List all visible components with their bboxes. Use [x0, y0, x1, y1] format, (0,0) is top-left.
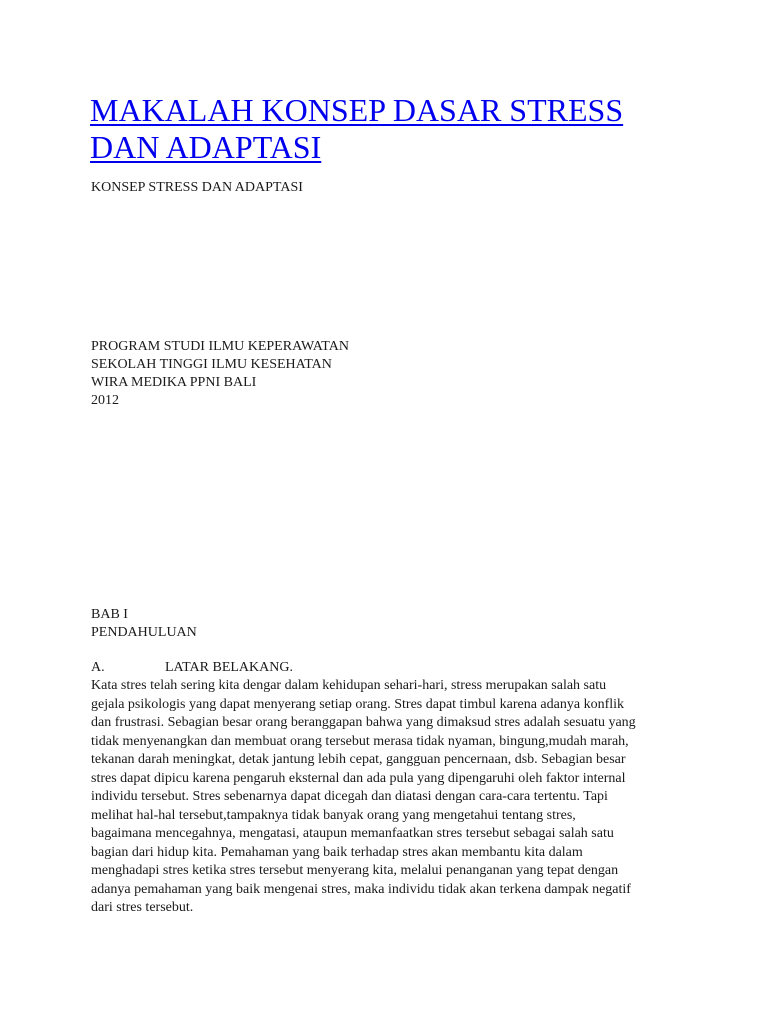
paragraph-line: gejala psikologis yang dapat menyerang setiap orang. Stres dapat timbul karena adanya konflik	[91, 696, 625, 712]
paragraph-line: Kata stres telah sering kita dengar dalam kehidupan sehari-hari, stress merupakan salah satu	[91, 678, 607, 693]
institution-school: SEKOLAH TINGGI ILMU KESEHATAN	[91, 357, 332, 372]
section-heading	[91, 659, 293, 677]
paragraph-line: melihat hal-hal tersebut,tampaknya tidak banyak orang yang mengetahui tentang stres,	[91, 807, 576, 823]
chapter-name: PENDAHULUAN	[91, 625, 197, 640]
institution-name: WIRA MEDIKA PPNI BALI	[91, 375, 257, 390]
body-paragraph	[91, 677, 691, 918]
document-title-link[interactable]: MAKALAH KONSEP DASAR STRESS DAN ADAPTASI	[90, 92, 624, 165]
paragraph-line: stres dapat dipicu karena pengaruh eksternal dan ada pula yang dipengaruhi oleh faktor internal	[91, 770, 626, 786]
section-title: LATAR BELAKANG.	[165, 660, 293, 675]
paragraph-line: menghadapi stres ketika stres tersebut menyerang kita, melalui penanganan yang tepat dengan	[91, 863, 619, 878]
paragraph-line: adanya pemahaman yang baik mengenai stres, maka individu tidak akan terkena dampak negatif	[91, 881, 631, 897]
section-letter: A.	[91, 660, 105, 675]
paragraph-line: bagaimana mencegahnya, mengatasi, ataupun memanfaatkan stres tersebut sebagai salah satu	[91, 826, 614, 841]
institution-program: PROGRAM STUDI ILMU KEPERAWATAN	[91, 339, 349, 354]
paragraph-line: tidak menyenangkan dan membuat orang tersebut merasa tidak nyaman, bingung,mudah marah,	[91, 733, 629, 749]
paragraph-line: dan frustrasi. Sebagian besar orang beranggapan bahwa yang dimaksud stres adalah sesuatu yang	[91, 715, 636, 730]
paragraph-line: bagian dari hidup kita. Pemahaman yang baik terhadap stres akan membantu kita dalam	[91, 844, 583, 860]
paragraph-line: tekanan darah meningkat, detak jantung lebih cepat, gangguan pencernaan, dsb. Sebagian besar	[91, 752, 626, 767]
document-year: 2012	[91, 393, 119, 408]
paragraph-line: dari stres tersebut.	[91, 900, 194, 915]
document-subtitle: KONSEP STRESS DAN ADAPTASI	[91, 180, 303, 195]
paragraph-line: individu tersebut. Stres sebenarnya dapat dicegah dan diatasi dengan cara-cara tertentu. Tapi	[91, 789, 608, 804]
chapter-number: BAB I	[91, 607, 128, 622]
